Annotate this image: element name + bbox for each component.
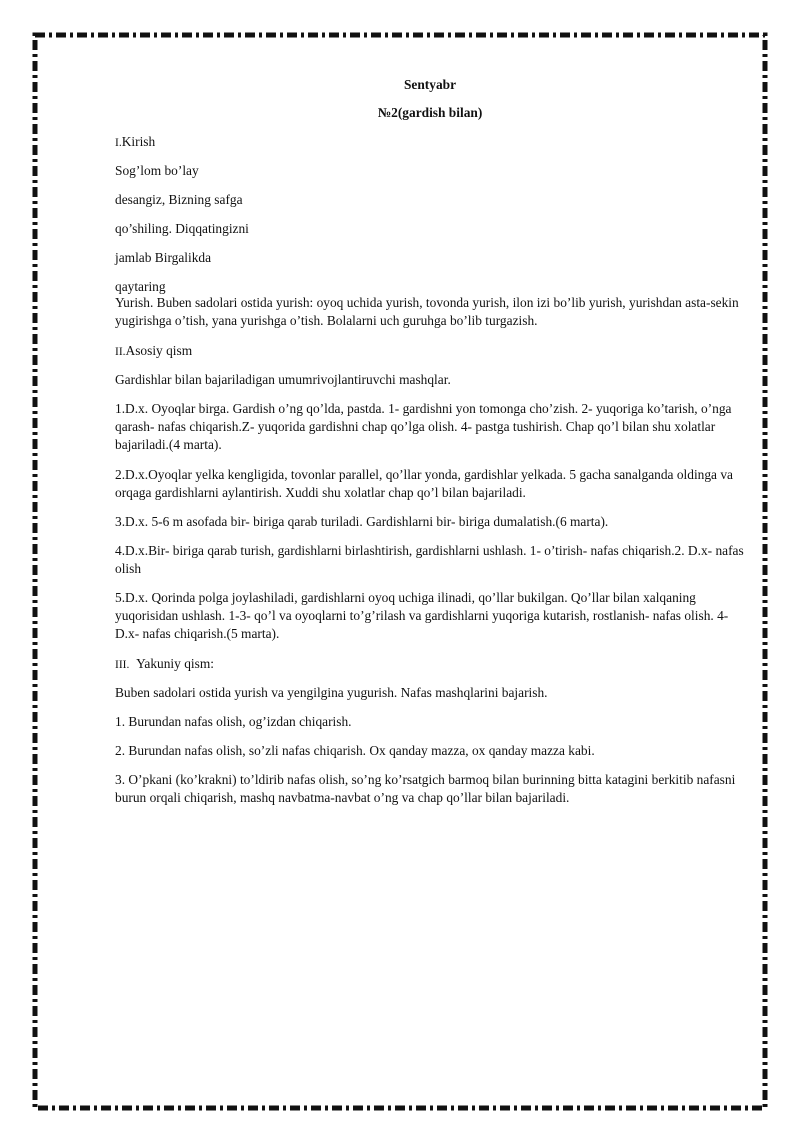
exercise-paragraph: 5.D.x. Qorinda polga joylashiladi, gardishlarni oyoq uchiga ilinadi, qo’llar bukilgan. Qo’llar bilan xalqaning yuqorisidan ushlash. 1-3- qo’l va oyoqlarni to’g’rilash va gardishlarni yuqoriga kutarish, rostlanish- nafas olish. 4-D.x- nafas chiqarish.(5 marta). xyxy=(115,590,729,641)
intro-line: desangiz, Bizning safga xyxy=(115,192,243,207)
final-intro-paragraph: Buben sadolari ostida yurish va yengilgina yugurish. Nafas mashqlarini bajarish. xyxy=(115,685,548,700)
intro-line: qo’shiling. Diqqatingizni xyxy=(115,221,249,236)
section-main-heading xyxy=(115,342,745,361)
exercise-paragraph: 1.D.x. Oyoqlar birga. Gardish o’ng qo’lda, pastda. 1- gardishni yon tomonga cho’zish. 2- yuqoriga ko’tarish, o’nga qarash- nafas chiqarish.Z- yuqorida gardishni chap qo’lga olish. 4- pastga tushirish. Chap qo’l bilan shu xolatlar bajariladi.(4 marta). xyxy=(115,401,732,452)
exercise-paragraph: 3.D.x. 5-6 m asofada bir- biriga qarab turiladi. Gardishlarni bir- biriga dumalatish.(6 marta). xyxy=(115,514,609,529)
section-intro-numeral: I. xyxy=(115,137,122,149)
main-intro-paragraph: Gardishlar bilan bajariladigan umumrivojlantiruvchi mashqlar. xyxy=(115,372,451,387)
exercise-paragraph: 4.D.x.Bir- biriga qarab turish, gardishlarni birlashtirish, gardishlarni ushlash. 1- o’tirish- nafas chiqarish.2. D.x- nafas olish xyxy=(115,543,744,576)
section-final-label: Yakuniy qism: xyxy=(136,656,214,671)
document-title: Sentyabr xyxy=(403,77,457,92)
breathing-exercise: 2. Burundan nafas olish, so’zli nafas chiqarish. Ox qanday mazza, ox qanday mazza kabi. xyxy=(115,743,595,758)
intro-paragraph: Yurish. Buben sadolari ostida yurish: oyoq uchida yurish, tovonda yurish, ilon izi bo’lib yurish, yurishdan asta-sekin yugirishga o’tish, yana yurishga o’tish. Bolalarni uch guruhga bo’lib turgazish. xyxy=(115,295,739,328)
section-intro-label: Kirish xyxy=(121,134,156,149)
breathing-exercise: 3. O’pkani (ko’krakni) to’ldirib nafas olish, so’ng ko’rsatgich barmoq bilan burinning bitta katagini berkitib nafasni burun orqali chiqarish, mashq navbatma-navbat o’ng va chap qo’llar bilan bajariladi. xyxy=(115,772,736,805)
section-main-numeral: II. xyxy=(115,346,126,358)
breathing-exercise: 1. Burundan nafas olish, og’izdan chiqarish. xyxy=(115,714,352,729)
section-final-heading xyxy=(115,655,745,674)
intro-line: jamlab Birgalikda xyxy=(115,250,212,265)
section-intro-heading xyxy=(115,133,745,152)
exercise-paragraph: 2.D.x.Oyoqlar yelka kengligida, tovonlar parallel, qo’llar yonda, gardishlar yelkada. 5 gacha sanalganda oldinga va orqaga gardishlarni aylantirish. Xuddi shu xolatlar chap qo’l bilan bajariladi. xyxy=(115,467,733,500)
document-subtitle: №2(gardish bilan) xyxy=(377,105,483,120)
section-main-label: Asosiy qism xyxy=(125,343,193,358)
intro-line: qaytaring xyxy=(115,279,166,294)
intro-line: Sog’lom bo’lay xyxy=(115,163,199,178)
section-final-numeral: III. xyxy=(115,659,130,671)
